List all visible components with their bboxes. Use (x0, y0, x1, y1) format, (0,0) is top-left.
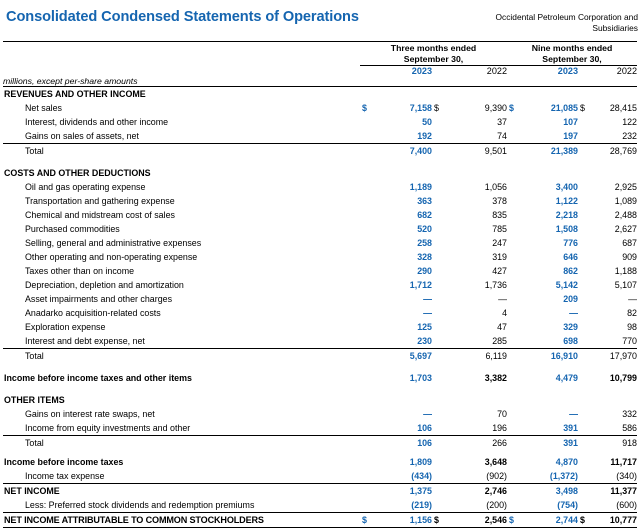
units-label-cell (3, 65, 360, 76)
value-q3-2022: 285 (443, 334, 507, 349)
currency-symbol-col2: $ (432, 513, 443, 528)
value-q3-2023: 192 (370, 129, 432, 144)
value-ytd-2022: 28,415 (589, 101, 637, 115)
value-q3-2023: 363 (370, 194, 432, 208)
value-ytd-2023: 5,142 (518, 278, 578, 292)
year-header-2023-ytd: 2023 (518, 65, 578, 76)
row-label: Income from equity investments and other (3, 421, 360, 436)
value-q3-2023: — (370, 292, 432, 306)
value-ytd-2022: 122 (589, 115, 637, 129)
value-q3-2023: 106 (370, 436, 432, 451)
company-name-line2: Subsidiaries (496, 23, 638, 34)
value-q3-2023: 1,189 (370, 180, 432, 194)
value-q3-2022: 1,736 (443, 278, 507, 292)
value-ytd-2023: 3,498 (518, 484, 578, 499)
value-q3-2023: 682 (370, 208, 432, 222)
value-ytd-2023: 646 (518, 250, 578, 264)
row-label: Interest and debt expense, net (3, 334, 360, 349)
section-heading-revenues (3, 87, 637, 102)
value-ytd-2022: 2,925 (589, 180, 637, 194)
row-label: Anadarko acquisition-related costs (3, 306, 360, 320)
value-ytd-2023: 391 (518, 436, 578, 451)
value-q3-2022: — (443, 292, 507, 306)
value-ytd-2023: 107 (518, 115, 578, 129)
row-label: Asset impairments and other charges (3, 292, 360, 306)
table-row-asset-impairments (3, 292, 637, 306)
value-q3-2023: 1,809 (370, 455, 432, 469)
table-row-costs-total (3, 349, 637, 364)
table-row-net-sales (3, 101, 637, 115)
year-col3-currency-spacer (507, 65, 518, 76)
value-ytd-2022: 332 (589, 407, 637, 421)
value-ytd-2023: 197 (518, 129, 578, 144)
year-header-2023-q3: 2023 (370, 65, 432, 76)
value-q3-2022: 3,382 (443, 371, 507, 385)
table-row-other-items-total (3, 436, 637, 451)
income-statement-table (3, 41, 637, 528)
value-q3-2023: 230 (370, 334, 432, 349)
value-q3-2022: 319 (443, 250, 507, 264)
value-ytd-2023: 1,122 (518, 194, 578, 208)
value-q3-2022: 9,501 (443, 144, 507, 159)
units-note: millions, except per-share amounts (3, 76, 360, 86)
value-q3-2023: — (370, 306, 432, 320)
value-ytd-2022: 2,627 (589, 222, 637, 236)
row-label: Total (3, 436, 360, 451)
column-group-header-row (3, 43, 637, 65)
value-ytd-2023: 4,870 (518, 455, 578, 469)
value-q3-2023: 125 (370, 320, 432, 334)
company-name (496, 9, 638, 34)
value-ytd-2022: — (589, 292, 637, 306)
year-header-2022-q3: 2022 (443, 65, 507, 76)
value-ytd-2022: 11,377 (589, 484, 637, 499)
table-row-taxes-other-than-income (3, 264, 637, 278)
section-heading-costs (3, 166, 637, 180)
value-ytd-2023: 21,389 (518, 144, 578, 159)
row-label: Exploration expense (3, 320, 360, 334)
section-heading-other-items (3, 393, 637, 407)
units-note-spacer (360, 76, 637, 86)
value-ytd-2023: 3,400 (518, 180, 578, 194)
value-ytd-2022: 11,717 (589, 455, 637, 469)
row-label: Net sales (3, 101, 360, 115)
table-row-interest-dividends (3, 115, 637, 129)
value-q3-2023: 328 (370, 250, 432, 264)
value-ytd-2022: 770 (589, 334, 637, 349)
year-header-2022-ytd: 2022 (589, 65, 637, 76)
column-group-nine-months (507, 43, 637, 65)
row-label: Taxes other than on income (3, 264, 360, 278)
row-label: NET INCOME (3, 484, 360, 499)
table-row-oil-gas-operating (3, 180, 637, 194)
nine-months-line1: Nine months ended (507, 43, 637, 54)
page-header (0, 0, 640, 34)
value-q3-2023: (219) (370, 498, 432, 513)
value-q3-2022: 6,119 (443, 349, 507, 364)
table-row-gains-interest-rate-swaps (3, 407, 637, 421)
table-row-purchased-commodities (3, 222, 637, 236)
row-label: Gains on interest rate swaps, net (3, 407, 360, 421)
currency-symbol-col2: $ (432, 101, 443, 115)
currency-symbol-col1: $ (360, 101, 370, 115)
table-row-income-tax-expense (3, 469, 637, 484)
value-q3-2023: 7,158 (370, 101, 432, 115)
value-q3-2022: 378 (443, 194, 507, 208)
row-label: Oil and gas operating expense (3, 180, 360, 194)
row-label: Total (3, 144, 360, 159)
value-ytd-2022: 1,089 (589, 194, 637, 208)
row-label: Selling, general and administrative expenses (3, 236, 360, 250)
value-q3-2023: 1,712 (370, 278, 432, 292)
value-ytd-2023: 1,508 (518, 222, 578, 236)
value-ytd-2023: 776 (518, 236, 578, 250)
table-row-anadarko-costs (3, 306, 637, 320)
value-q3-2022: 266 (443, 436, 507, 451)
value-ytd-2023: (1,372) (518, 469, 578, 484)
value-ytd-2022: 1,188 (589, 264, 637, 278)
units-note-row (3, 76, 637, 86)
table-row-interest-debt-expense (3, 334, 637, 349)
value-ytd-2022: 687 (589, 236, 637, 250)
year-col4-currency-spacer (578, 65, 589, 76)
company-name-line1: Occidental Petroleum Corporation and (496, 12, 638, 23)
value-q3-2022: 70 (443, 407, 507, 421)
value-ytd-2022: 82 (589, 306, 637, 320)
table-row-net-income (3, 484, 637, 499)
year-header-row (3, 65, 637, 76)
value-q3-2022: 74 (443, 129, 507, 144)
value-q3-2023: 1,375 (370, 484, 432, 499)
value-ytd-2022: (600) (589, 498, 637, 513)
table-row-income-equity-investments (3, 421, 637, 436)
nine-months-line2: September 30, (507, 54, 637, 65)
row-label: Income before income taxes (3, 455, 360, 469)
value-ytd-2022: 10,777 (589, 513, 637, 528)
value-ytd-2023: — (518, 306, 578, 320)
value-q3-2023: — (370, 407, 432, 421)
value-ytd-2022: 17,970 (589, 349, 637, 364)
year-col2-currency-spacer (432, 65, 443, 76)
value-q3-2022: 4 (443, 306, 507, 320)
spacer-cell (3, 43, 360, 65)
value-ytd-2023: (754) (518, 498, 578, 513)
three-months-line2: September 30, (360, 54, 507, 65)
value-q3-2022: 785 (443, 222, 507, 236)
currency-symbol-col3: $ (507, 101, 518, 115)
currency-symbol-col3: $ (507, 513, 518, 528)
value-ytd-2022: 10,799 (589, 371, 637, 385)
value-q3-2022: 37 (443, 115, 507, 129)
row-label: Gains on sales of assets, net (3, 129, 360, 144)
value-ytd-2023: — (518, 407, 578, 421)
value-ytd-2022: 918 (589, 436, 637, 451)
value-ytd-2022: 586 (589, 421, 637, 436)
table-row-other-operating (3, 250, 637, 264)
section-gap (3, 158, 637, 166)
value-ytd-2022: 2,488 (589, 208, 637, 222)
value-q3-2022: (902) (443, 469, 507, 484)
value-q3-2022: 1,056 (443, 180, 507, 194)
year-col1-currency-spacer (360, 65, 370, 76)
value-q3-2022: 247 (443, 236, 507, 250)
value-ytd-2023: 16,910 (518, 349, 578, 364)
section-gap (3, 363, 637, 371)
value-q3-2023: 520 (370, 222, 432, 236)
table-row-chemical-midstream (3, 208, 637, 222)
three-months-line1: Three months ended (360, 43, 507, 54)
value-q3-2023: 5,697 (370, 349, 432, 364)
row-label: Less: Preferred stock dividends and redemption premiums (3, 498, 360, 513)
value-q3-2022: 427 (443, 264, 507, 278)
row-label: Income before income taxes and other items (3, 371, 360, 385)
value-ytd-2023: 21,085 (518, 101, 578, 115)
value-q3-2022: 47 (443, 320, 507, 334)
value-q3-2023: (434) (370, 469, 432, 484)
column-group-three-months (360, 43, 507, 65)
value-q3-2022: 835 (443, 208, 507, 222)
value-q3-2023: 290 (370, 264, 432, 278)
section-title: REVENUES AND OTHER INCOME (3, 87, 360, 102)
table-row-revenues-total (3, 144, 637, 159)
value-ytd-2022: 232 (589, 129, 637, 144)
value-ytd-2022: 909 (589, 250, 637, 264)
table-row-transportation-gathering (3, 194, 637, 208)
table-row-exploration-expense (3, 320, 637, 334)
value-q3-2022: 196 (443, 421, 507, 436)
value-q3-2022: 3,648 (443, 455, 507, 469)
value-q3-2022: (200) (443, 498, 507, 513)
currency-symbol-col4: $ (578, 513, 589, 528)
row-label: Income tax expense (3, 469, 360, 484)
table-row-preferred-dividends (3, 498, 637, 513)
table-row-sga-expenses (3, 236, 637, 250)
row-label: Purchased commodities (3, 222, 360, 236)
section-gap (3, 385, 637, 393)
section-title: COSTS AND OTHER DEDUCTIONS (3, 166, 360, 180)
value-ytd-2023: 4,479 (518, 371, 578, 385)
row-label: Total (3, 349, 360, 364)
section-title: OTHER ITEMS (3, 393, 360, 407)
value-q3-2022: 9,390 (443, 101, 507, 115)
value-q3-2023: 7,400 (370, 144, 432, 159)
value-q3-2023: 50 (370, 115, 432, 129)
row-label: Interest, dividends and other income (3, 115, 360, 129)
row-label: Transportation and gathering expense (3, 194, 360, 208)
value-q3-2022: 2,546 (443, 513, 507, 528)
row-label: Depreciation, depletion and amortization (3, 278, 360, 292)
value-q3-2023: 258 (370, 236, 432, 250)
value-q3-2023: 1,156 (370, 513, 432, 528)
value-ytd-2023: 2,744 (518, 513, 578, 528)
value-ytd-2022: (340) (589, 469, 637, 484)
value-ytd-2023: 209 (518, 292, 578, 306)
value-ytd-2022: 28,769 (589, 144, 637, 159)
value-ytd-2022: 5,107 (589, 278, 637, 292)
value-ytd-2023: 391 (518, 421, 578, 436)
value-ytd-2023: 329 (518, 320, 578, 334)
value-q3-2022: 2,746 (443, 484, 507, 499)
table-row-income-before-income-taxes (3, 455, 637, 469)
page-title: Consolidated Condensed Statements of Operations (6, 9, 359, 26)
row-label: Chemical and midstream cost of sales (3, 208, 360, 222)
table-row-net-income-attributable-common (3, 513, 637, 528)
table-row-dd-and-a (3, 278, 637, 292)
value-ytd-2023: 698 (518, 334, 578, 349)
table-row-gains-sales-assets (3, 129, 637, 144)
value-ytd-2022: 98 (589, 320, 637, 334)
value-q3-2023: 1,703 (370, 371, 432, 385)
table-row-income-before-taxes-other-items (3, 371, 637, 385)
row-label: Other operating and non-operating expense (3, 250, 360, 264)
currency-symbol-col1: $ (360, 513, 370, 528)
currency-symbol-col4: $ (578, 101, 589, 115)
row-label: NET INCOME ATTRIBUTABLE TO COMMON STOCKHOLDERS (3, 513, 360, 528)
value-ytd-2023: 2,218 (518, 208, 578, 222)
value-ytd-2023: 862 (518, 264, 578, 278)
value-q3-2023: 106 (370, 421, 432, 436)
